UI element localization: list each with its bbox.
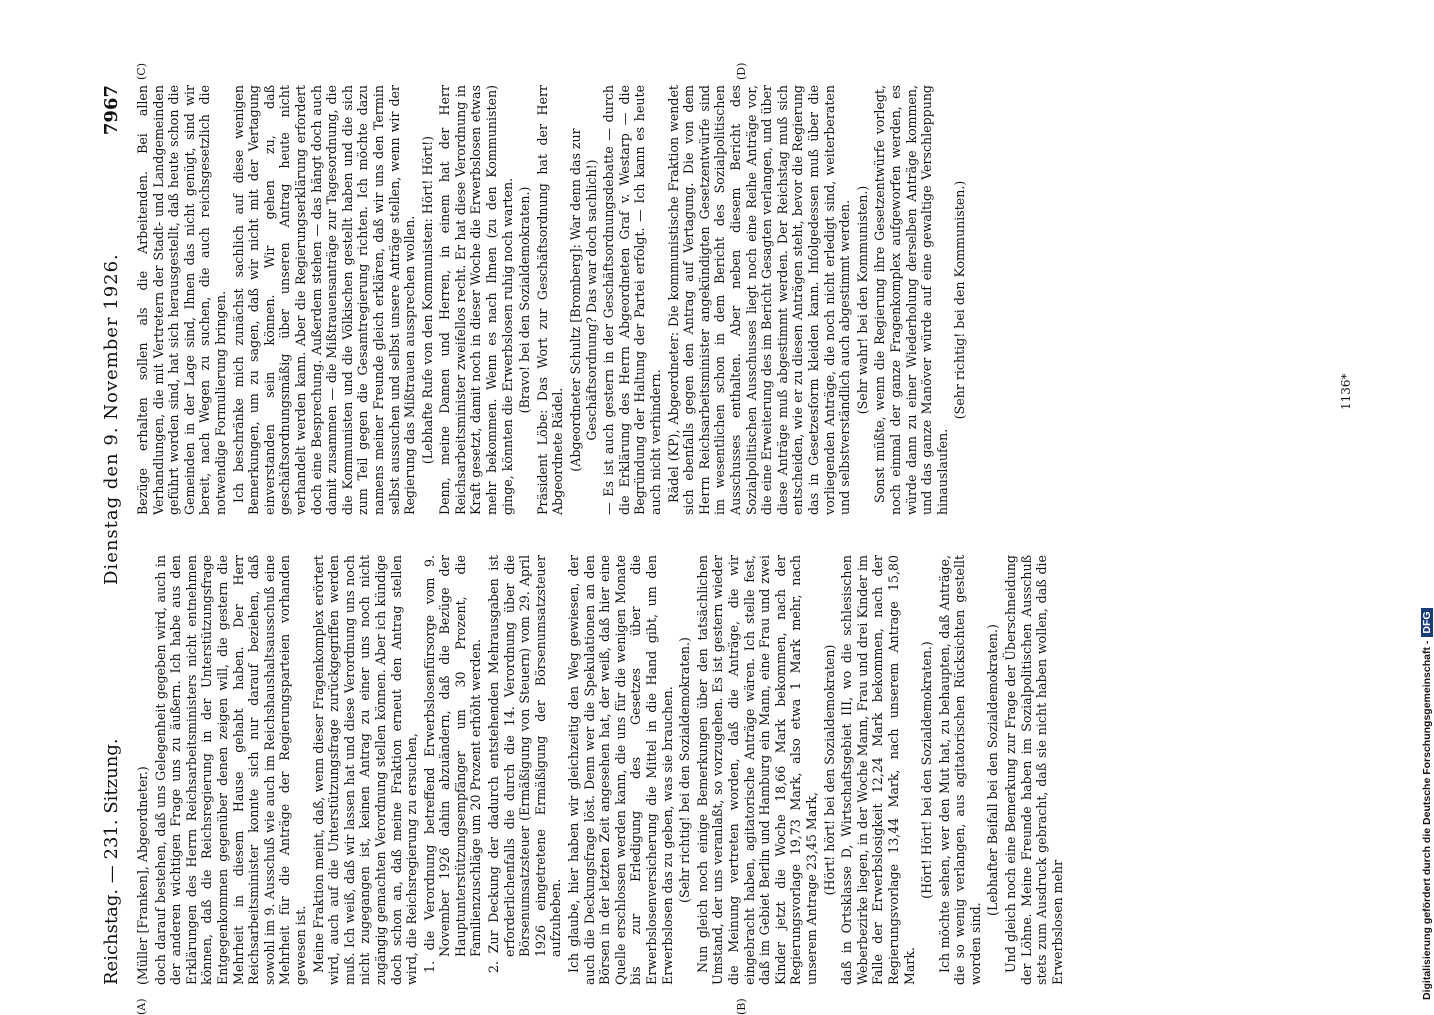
interjection: (Abgeordneter Schultz [Bromberg]: War denn das zur Geschäftsordnung? Das war doch sachlich!) xyxy=(568,128,599,472)
paragraph: Meine Fraktion meint, daß, wenn dieser Fragenkomplex erörtert wird, auch auf die Unterstützungsfrage zurückgegriffen werden muß. Ich weiß, daß wir lassen hat und diese Verordnung uns noch nicht zugegangen ist, keinen Antrag zu einer uns noch nicht zugängig gemachten Verordnung stellen können. Aber ich kündige doch schon an, daß meine Fraktion erneut den Antrag stellen wird, die Reichsregierung zu ersuchen, xyxy=(310,555,420,985)
left-column xyxy=(135,555,1067,985)
interjection: (Sehr wahr! bei den Kommunisten.) xyxy=(854,185,870,415)
paragraph: doch darauf bestehen, daß uns Gelegenheit gegeben wird, auch in der anderen wichtigen Frage uns zu äußern. Ich habe aus den Erklärungen des Herrn Reichsarbeitsministers nicht entnehmen können, daß die Reichsregierung in der Unterstützungsfrage Entgegenkommen gegenüber denen zeigen will, die gestern die Mehrheit in diesem Hause gehabt haben. Der Herr Reichsarbeitsminister konnte sich nur darauf beziehen, daß sowohl im 9. Ausschuß wie auch im Reichshaushaltsausschuß eine Mehrheit für die Anträge der Regierungsparteien vorhanden gewesen ist. xyxy=(152,555,308,985)
dfg-logo: DFG xyxy=(1421,608,1433,636)
header-left: Reichstag. — 231. Sitzung. xyxy=(101,738,122,985)
paragraph: Nun gleich noch einige Bemerkungen über den tatsächlichen Umstand, der uns veranlaßt, so vorzugehen. Es ist gestern wieder die Meinung vertreten worden, daß die Anträge, die wir eingebracht haben, agitatorische Anträge wären. Ich stelle fest, daß im Gebiet Berlin und Hamburg ein Mann, eine Frau und zwei Kinder jetzt die Woche 18,66 Mark bekommen, nach der Regierungsvorlage 19,73 Mark, also etwa 1 Mark mehr, nach unserem Antrage 23,45 Mark, xyxy=(694,555,819,985)
page-number: 7967 xyxy=(101,85,122,136)
paragraph: Und gleich noch eine Bemerkung zur Frage der Überschneidung der Löhne. Meine Freunde haben im Sozialpolitischen Ausschuß stets zum Ausdruck gebracht, daß sie nicht haben wollen, daß die Erwerbslosen mehr xyxy=(1003,555,1065,985)
paragraph: Sonst müßte, wenn die Regierung ihre Gesetzentwürfe vorlegt, noch einmal der ganze Fragenkomplex aufgeworfen werden, es würde dann zu einer Wiederholung derselben Anträge kommen, und das ganze Manöver würde auf eine gewaltige Verschleppung hinauslaufen. xyxy=(872,85,950,515)
right-column xyxy=(135,85,970,515)
list-item: 2. Zur Deckung der dadurch entstehenden Mehrausgaben ist erforderlichenfalls die durch die 14. Verordnung über die Börsenumsatzsteuer (Ermäßigung von Steuern) vom 29. April 1926 eingetretene Ermäßigung der Börsenumsatzsteuer aufzuheben. xyxy=(486,555,564,973)
interjection: (Sehr richtig! bei den Kommunisten.) xyxy=(952,180,968,420)
document-sheet xyxy=(95,62,1353,1015)
interjection: (Hört! hört! bei den Sozialdemokraten) xyxy=(821,644,837,896)
list-item: 1. die Verordnung betreffend Erwerbslosenfürsorge vom 9. November 1926 dahin abzuändern, daß die Bezüge der Hauptunterstützungsempfänger um 30 Prozent, die Familienzuschläge um 20 Prozent erhöht werden. xyxy=(421,555,484,973)
paragraph: Denn, meine Damen und Herren, in einem hat der Herr Reichsarbeitsminister zweifellos recht. Er hat diese Verordnung in Kraft gesetzt, damit noch in dieser Woche die Erwerbslosen etwas mehr bekommen. Wenn es nach Ihnen (zu den Kommunisten) ginge, könnten die Erwerbslosen ruhig noch warten. xyxy=(437,85,515,515)
margin-mark-c: (C) xyxy=(135,63,148,80)
margin-mark-a: (A) xyxy=(135,998,148,1015)
header-date: Dienstag den 9. November 1926. xyxy=(101,253,122,585)
paragraph: Bezüge erhalten sollen als die Arbeitenden. Bei allen Verhandlungen, die mit Vertretern der Stadt- und Landgemeinden geführt worden sind, hat sich herausgestellt, daß heute schon die Gemeinden in der Lage sind, Ihnen das nicht genügt, sind wir bereit, nach Wegen zu suchen, die auch reichsgesetzlich die notwendige Formulierung bringen. xyxy=(135,85,228,515)
page-header xyxy=(95,85,135,985)
margin-mark-d: (D) xyxy=(735,62,748,80)
interjection: (Lebhafter Beifall bei den Sozialdemokraten.) xyxy=(985,624,1001,916)
interjection: (Bravo! bei den Sozialdemokraten.) xyxy=(517,186,533,414)
paragraph: (Müller [Franken], Abgeordneter.) xyxy=(135,766,150,985)
sidebar-text: Digitalisierung gefördert durch die Deutsche Forschungsgemeinschaft - xyxy=(1421,640,1433,1000)
interjection: (Lebhafte Rufe von den Kommunisten: Hört! Hört!) xyxy=(419,135,435,465)
paragraph: — Es ist auch gestern in der Geschäftsordnungsdebatte — durch die Erklärung des Herrn Abgeordneten Graf v. Westarp — die Begründung der Haltung der Partei erfolgt. — Ich kann es heute auch nicht verhindern. xyxy=(601,85,663,515)
speaker-paragraph: Präsident Löbe: Das Wort zur Geschäftsordnung hat der Herr Abgeordnete Rädel. xyxy=(534,85,566,515)
page-footer: 1136* xyxy=(1339,373,1353,410)
paragraph: Ich beschränke mich zunächst sachlich auf diese wenigen Bemerkungen, um zu sagen, daß wir nicht mit der Vertagung einverstanden sein können. Wir gehen zu, daß geschäftsordnungsmäßig über unseren Antrag heute nicht verhandelt werden kann. Aber die Regierungserklärung erfordert doch eine Besprechung. Außerdem stehen — das hängt doch auch damit zusammen — die Mißtrauensanträge zur Tagesordnung, die die Kommunisten und die Völkischen gestellt haben und die sich zum Teil gegen die Gesamtregierung richten. Ich möchte dazu namens meiner Freunde gleich erklären, daß wir uns den Termin selbst aussuchen und selbst unsere Anträge stellen, wenn wir der Regierung das Mißtrauen aussprechen wollen. xyxy=(230,85,418,515)
dfg-sidebar xyxy=(1421,0,1434,1000)
speaker-paragraph: Rädel (KP), Abgeordneter: Die kommunistische Fraktion wendet sich ebenfalls gegen den Antrag auf Vertagung. Die von dem Herrn Reichsarbeitsminister angekündigten Gesetzentwürfe sind im wesentlichen schon in dem Bericht des Sozialpolitischen Ausschusses enthalten. Aber neben diesem Bericht des Sozialpolitischen Ausschusses liegt noch eine Reihe Anträge vor, die eine Erweiterung des im Bericht Gesagten verlangen, und über diese Anträge muß abgestimmt werden. Der Reichstag muß sich entscheiden, wie er zu diesen Anträgen steht, bevor die Regierung das in Gesetzesform kleiden kann. Infolgedessen muß über die vorliegenden Anträge, die noch nicht erledigt sind, weiterberaten und selbstverständlich auch abgestimmt werden. xyxy=(665,85,853,515)
paragraph: Ich glaube, hier haben wir gleichzeitig den Weg gewiesen, der auch die Deckungsfrage löst. Denn wer die Spekulationen an den Börsen in der letzten Zeit angesehen hat, der weiß, daß hier eine Quelle erschlossen werden kann, die uns für die wenigen Monate bis zur Erledigung des Gesetzes über die Erwerbslosenversicherung die Mittel in die Hand gibt, um den Erwerbslosen das zu geben, was sie brauchen. xyxy=(566,555,675,985)
paragraph: daß in Ortsklasse D, Wirtschaftsgebiet III, wo die schlesischen Weberbezirke liegen, in der Woche Mann, Frau und drei Kinder im Falle der Erwerbslosigkeit 12,24 Mark bekommen, nach der Regierungsvorlage 13,44 Mark, nach unserem Antrage 15,80 Mark. xyxy=(839,555,917,985)
interjection: (Sehr richtig! bei den Sozialdemokraten.) xyxy=(677,637,693,903)
margin-mark-b: (B) xyxy=(735,998,748,1015)
interjection: (Hört! Hört! bei den Sozialdemokraten.) xyxy=(919,641,935,899)
paragraph: Ich möchte sehen, wer den Mut hat, zu behaupten, daß Anträge, die so wenig verlangen, aus agitatorischen Rücksichten gestellt worden sind. xyxy=(936,555,983,985)
